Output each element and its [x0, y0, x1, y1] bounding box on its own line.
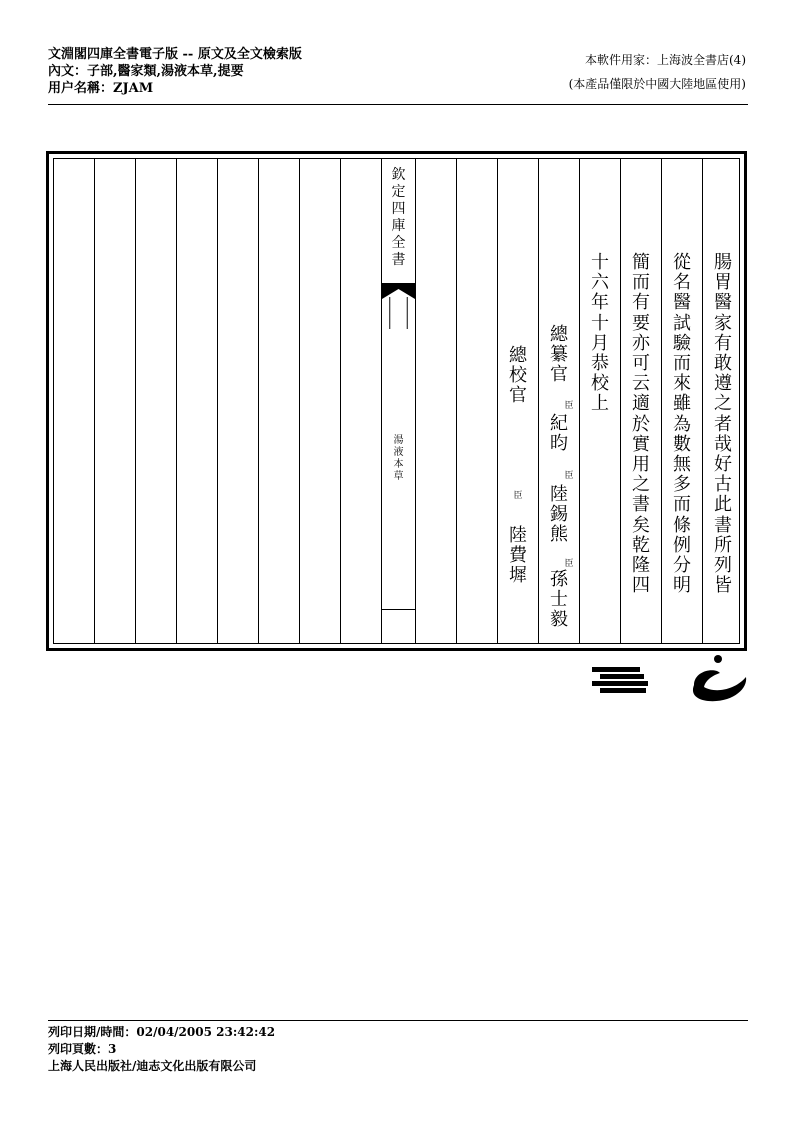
header-right [569, 48, 746, 96]
header-edition-title: 文淵閣四庫全書電子版 -- 原文及全文檢索版 [48, 47, 302, 62]
chen-mark: 臣 [564, 401, 574, 411]
print-datetime: 列印日期/時間：02/04/2005 23:42:42 [48, 1025, 276, 1039]
vertical-text: 總 校 官 [509, 345, 527, 407]
spine-book-name: 湯 液 本 草 [393, 435, 404, 482]
empty-column [136, 159, 177, 643]
text-column-editors [539, 159, 580, 643]
empty-column [95, 159, 136, 643]
empty-column [259, 159, 300, 643]
publisher-seal-icon [590, 655, 750, 705]
chen-mark: 臣 [564, 559, 574, 569]
vertical-text: 總 纂 官 [550, 324, 568, 386]
header-left [48, 46, 302, 97]
vertical-text: 紀 昀 [550, 413, 568, 455]
vertical-text: 十 六 年 十 月 恭 校 上 [591, 252, 609, 415]
header-region-notice: (本產品僅限於中國大陸地區使用) [568, 77, 746, 91]
vertical-text: 簡 而 有 要 亦 可 云 適 於 實 用 之 書 矣 乾 隆 四 [632, 252, 650, 597]
empty-column [218, 159, 259, 643]
footer-text [48, 1024, 275, 1075]
empty-column [341, 159, 382, 643]
header-content-path: 內文：子部,醫家類,湯液本草,提要 [48, 64, 244, 79]
empty-column [416, 159, 457, 643]
text-column [703, 159, 744, 643]
fishtail-mark [382, 283, 415, 329]
spine-rule [382, 609, 415, 610]
vertical-text: 從 名 醫 試 驗 而 來 雖 為 數 無 多 而 條 例 分 明 [673, 252, 691, 597]
text-column-proofreader [498, 159, 539, 643]
book-spine [382, 159, 416, 643]
chen-mark: 臣 [564, 471, 574, 481]
empty-column [300, 159, 341, 643]
text-column [662, 159, 703, 643]
empty-column [54, 159, 95, 643]
spine-title: 欽 定 四 庫 全 書 [391, 167, 406, 268]
vertical-text: 陸 費 墀 [509, 525, 527, 587]
empty-column [457, 159, 498, 643]
header-licensee: 本軟件用家：上海波全書店(4) [585, 53, 746, 67]
publisher-names: 上海人民出版社/迪志文化出版有限公司 [48, 1059, 257, 1073]
text-column [621, 159, 662, 643]
header-username: 用户名稱：ZJAM [48, 81, 154, 96]
text-column [580, 159, 621, 643]
vertical-text: 腸 胃 醫 家 有 敢 遵 之 者 哉 好 古 此 書 所 列 皆 [714, 252, 732, 597]
header-divider [48, 104, 748, 105]
text-grid [53, 158, 740, 644]
empty-column [177, 159, 218, 643]
vertical-text: 陸 錫 熊 [550, 484, 568, 546]
print-page-count: 列印頁數：3 [48, 1042, 117, 1056]
vertical-text: 孫 士 毅 [550, 569, 568, 631]
page-frame [46, 151, 747, 651]
chen-mark: 臣 [513, 491, 523, 501]
page-header [48, 46, 748, 102]
footer-divider [48, 1020, 748, 1021]
